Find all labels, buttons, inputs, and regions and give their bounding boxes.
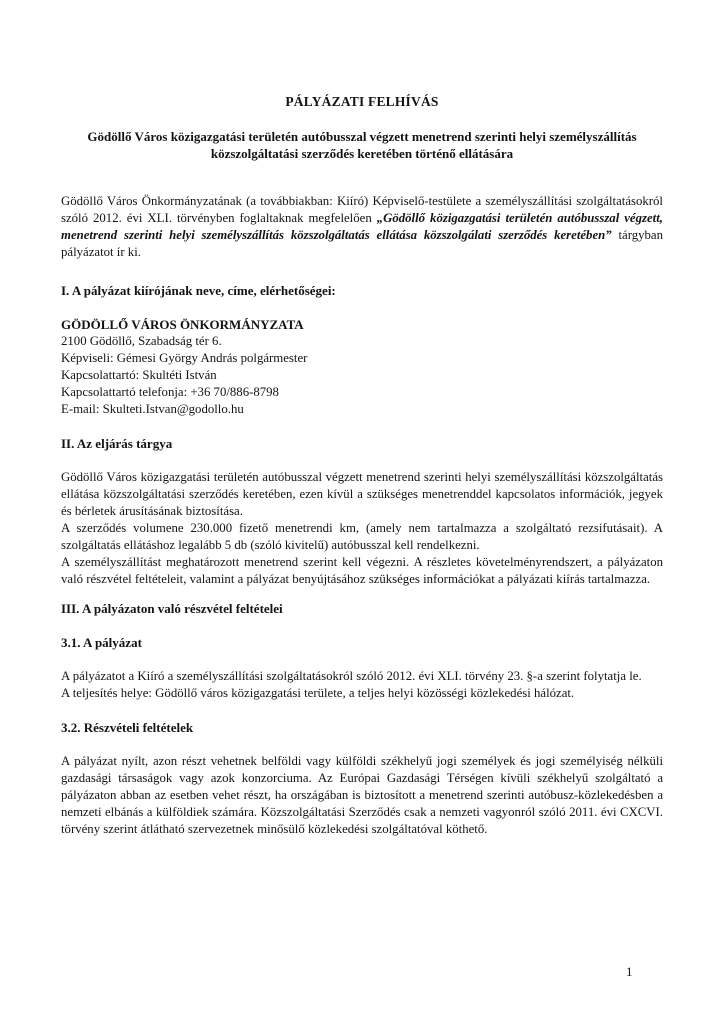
section2-paragraph-1: Gödöllő Város közigazgatási területén autóbusszal végzett menetrend szerinti helyi személyszállítási közszolgáltatás ellátása közszolgáltatási szerződés keretében, ezen kívül a szükséges menetrenddel kapcsolatos információk, jegyek és bérletek árusításának biztosítása.	[61, 470, 663, 518]
section2-heading: II. Az eljárás tárgya	[61, 436, 173, 451]
section3-1-paragraph-1: A pályázatot a Kiíró a személyszállítási szolgáltatásokról szóló 2012. évi XLI. törvény 23. §-a szerint folytatja le.	[61, 669, 642, 683]
issuer-details	[61, 316, 663, 418]
document-subtitle: Gödöllő Város közigazgatási területén autóbusszal végzett menetrend szerinti helyi személyszállítás közszolgáltatási szerződés keretében történő ellátására	[87, 129, 637, 161]
intro-quoted-subject: „Gödöllő közigazgatási területén autóbusszal végzett, menetrend szerinti helyi személyszállítás közszolgáltatás ellátása közszolgálati szerződés keretében”	[61, 211, 663, 242]
issuer-contact-email: E-mail: Skulteti.Istvan@godollo.hu	[61, 402, 244, 416]
issuer-contact-person: Kapcsolattartó: Skultéti István	[61, 368, 217, 382]
page-number: 1	[626, 964, 633, 979]
intro-text-after: tárgyban pályázatot ír ki.	[61, 228, 663, 259]
issuer-address: 2100 Gödöllő, Szabadság tér 6.	[61, 334, 222, 348]
section3-2-paragraph-1: A pályázat nyílt, azon részt vehetnek belföldi vagy külföldi székhelyű jogi személyek és jogi személyiség nélküli gazdasági társaságok vagy azok konzorciuma. Az Európai Gazdasági Térségen kívüli székhelyű szolgáltató a pályázaton abban az esetben vehet részt, ha országában is biztosított a menetrend szerinti autóbusz-közlekedésben a nemzeti elbánás a külföldiek számára. Közszolgáltatási Szerződés csak a nemzeti vagyonról szóló 2011. évi CXCVI. törvény szerint átlátható szervezetnek minősülő közlekedési szolgáltatóval köthető.	[61, 754, 663, 836]
section3-1-body	[61, 668, 663, 702]
section3-2-heading: 3.2. Részvételi feltételek	[61, 720, 194, 735]
section3-2-body	[61, 753, 663, 838]
section1-heading: I. A pályázat kiírójának neve, címe, elérhetőségei:	[61, 283, 336, 298]
section2-body	[61, 469, 663, 588]
section2-paragraph-3: A személyszállítást meghatározott menetrend szerint kell végezni. A részletes követelményrendszert, a pályázaton való részvétel feltételeit, valamint a pályázat benyújtásához szükséges információkat a pályázati kiírás tartalmazza.	[61, 555, 663, 586]
issuer-contact-phone: Kapcsolattartó telefonja: +36 70/886-8798	[61, 385, 279, 399]
intro-paragraph	[61, 193, 663, 261]
issuer-org-name: GÖDÖLLŐ VÁROS ÖNKORMÁNYZATA	[61, 317, 304, 332]
section3-heading: III. A pályázaton való részvétel feltételei	[61, 601, 283, 616]
intro-text-before: Gödöllő Város Önkormányzatának (a továbbiakban: Kiíró) Képviselő-testülete a személyszállítási szolgáltatásokról szóló 2012. évi XLI. törvényben foglaltaknak megfelelően	[61, 194, 663, 225]
section2-paragraph-2: A szerződés volumene 230.000 fizető menetrendi km, (amely nem tartalmazza a szolgáltató rezsifutásait). A szolgáltatás ellátáshoz legalább 5 db (szóló kivitelű) autóbusszal kell rendelkezni.	[61, 521, 663, 552]
issuer-representative: Képviseli: Gémesi György András polgármester	[61, 351, 308, 365]
document-title: PÁLYÁZATI FELHÍVÁS	[285, 94, 439, 109]
section3-1-paragraph-2: A teljesítés helye: Gödöllő város közigazgatási területe, a teljes helyi közösségi közlekedési hálózat.	[61, 686, 575, 700]
section3-1-heading: 3.1. A pályázat	[61, 635, 142, 650]
